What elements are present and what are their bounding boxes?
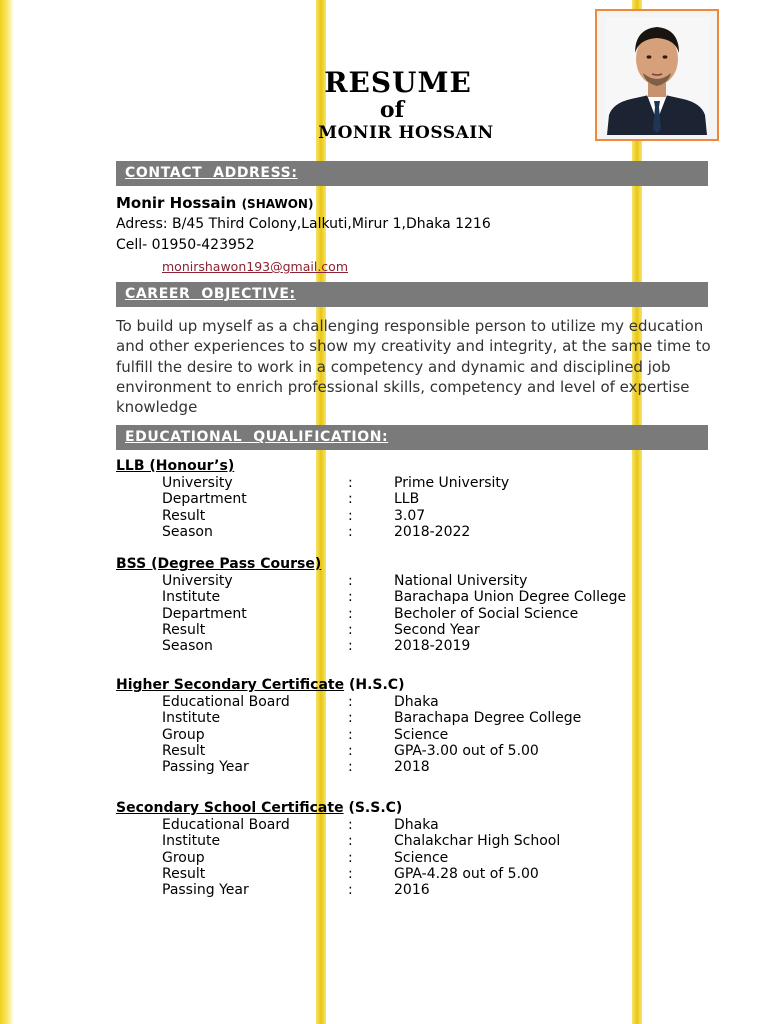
row-colon: : (348, 759, 353, 776)
career-objective-text: To build up myself as a challenging responsible person to utilize my education and other experiences to show my creativity and integrity, at the same time to fulfill the desire to work in a competency and dynamic and disciplined job environment to enrich professional skills, competency and level of expertise knowledge (116, 317, 711, 417)
education-title-text: Secondary School Certificate (116, 800, 344, 816)
row-label: Institute (162, 833, 221, 850)
contact-email-link[interactable]: monirshawon193@gmail.com (162, 259, 348, 274)
row-label: Passing Year (162, 759, 249, 776)
row-label: Institute (162, 710, 221, 727)
row-value: GPA-4.28 out of 5.00 (394, 865, 539, 882)
row-value: 2018-2022 (394, 523, 471, 540)
person-portrait-icon (597, 11, 717, 139)
education-title-suffix: (S.S.C) (343, 800, 403, 816)
row-label: Department (162, 491, 247, 508)
education-title-text: Higher Secondary Certificate (116, 677, 345, 693)
row-value: 3.07 (394, 507, 426, 524)
row-label: Season (162, 638, 213, 655)
educational-qualification-header (116, 425, 708, 450)
row-label: University (162, 573, 233, 589)
row-colon: : (348, 621, 353, 638)
row-label: Result (162, 742, 206, 759)
education-title-hsc (116, 677, 404, 693)
education-title-ssc (116, 800, 402, 816)
row-value: 2018-2019 (394, 638, 471, 655)
row-colon: : (348, 491, 353, 508)
row-colon: : (348, 710, 353, 727)
row-label: Group (162, 849, 205, 866)
row-colon: : (348, 507, 353, 524)
row-colon: : (348, 605, 353, 622)
row-value: Science (394, 726, 449, 743)
row-value: Dhaka (394, 694, 439, 710)
row-label: University (162, 475, 233, 491)
row-value: Becholer of Social Science (394, 605, 579, 622)
row-value: 2018 (394, 759, 430, 776)
row-value: Dhaka (394, 817, 439, 833)
row-value: LLB (394, 491, 420, 508)
resume-title-of: of (379, 97, 405, 123)
contact-address: Adress: B/45 Third Colony,Lalkuti,Mirur 1,Dhaka 1216 (116, 216, 491, 232)
row-colon: : (348, 523, 353, 540)
row-value: 2016 (394, 882, 430, 899)
career-objective-header (116, 282, 708, 307)
contact-name (116, 194, 313, 212)
row-value: Barachapa Union Degree College (394, 589, 627, 606)
education-title-suffix: (H.S.C) (344, 677, 405, 693)
row-colon: : (348, 694, 353, 710)
row-value: Second Year (394, 621, 480, 638)
row-colon: : (348, 475, 353, 491)
row-colon: : (348, 638, 353, 655)
contact-address-heading: CONTACT ADDRESS: (125, 165, 298, 181)
education-title-text: BSS (Degree Pass Course) (116, 556, 322, 572)
row-label: Season (162, 523, 213, 540)
row-label: Result (162, 507, 206, 524)
row-label: Institute (162, 589, 221, 606)
education-title-bss (116, 556, 321, 572)
row-label: Result (162, 865, 206, 882)
row-label: Result (162, 621, 206, 638)
contact-full-name: Monir Hossain (116, 194, 242, 212)
education-title-text: LLB (Honour’s) (116, 458, 235, 474)
row-value: Barachapa Degree College (394, 710, 582, 727)
contact-cell: Cell- 01950-423952 (116, 237, 255, 253)
profile-photo (595, 9, 719, 141)
row-label: Group (162, 726, 205, 743)
resume-title: RESUME (324, 66, 472, 99)
row-colon: : (348, 573, 353, 589)
educational-qualification-heading: EDUCATIONAL QUALIFICATION: (125, 429, 389, 445)
row-colon: : (348, 882, 353, 899)
row-value: GPA-3.00 out of 5.00 (394, 742, 539, 759)
career-objective-heading: CAREER OBJECTIVE: (125, 286, 296, 302)
row-label: Department (162, 605, 247, 622)
row-label: Passing Year (162, 882, 249, 899)
row-colon: : (348, 849, 353, 866)
row-colon: : (348, 742, 353, 759)
row-label: Educational Board (162, 817, 290, 833)
row-colon: : (348, 833, 353, 850)
resume-owner-name: MONIR HOSSAIN (318, 123, 494, 143)
contact-nickname: (SHAWON) (241, 197, 314, 211)
row-colon: : (348, 817, 353, 833)
row-label: Educational Board (162, 694, 290, 710)
row-colon: : (348, 726, 353, 743)
education-title-llb (116, 458, 234, 474)
row-value: Science (394, 849, 449, 866)
row-value: National University (394, 573, 528, 589)
row-colon: : (348, 865, 353, 882)
row-value: Chalakchar High School (394, 833, 561, 850)
row-value: Prime University (394, 475, 510, 491)
contact-address-header (116, 161, 708, 186)
row-colon: : (348, 589, 353, 606)
